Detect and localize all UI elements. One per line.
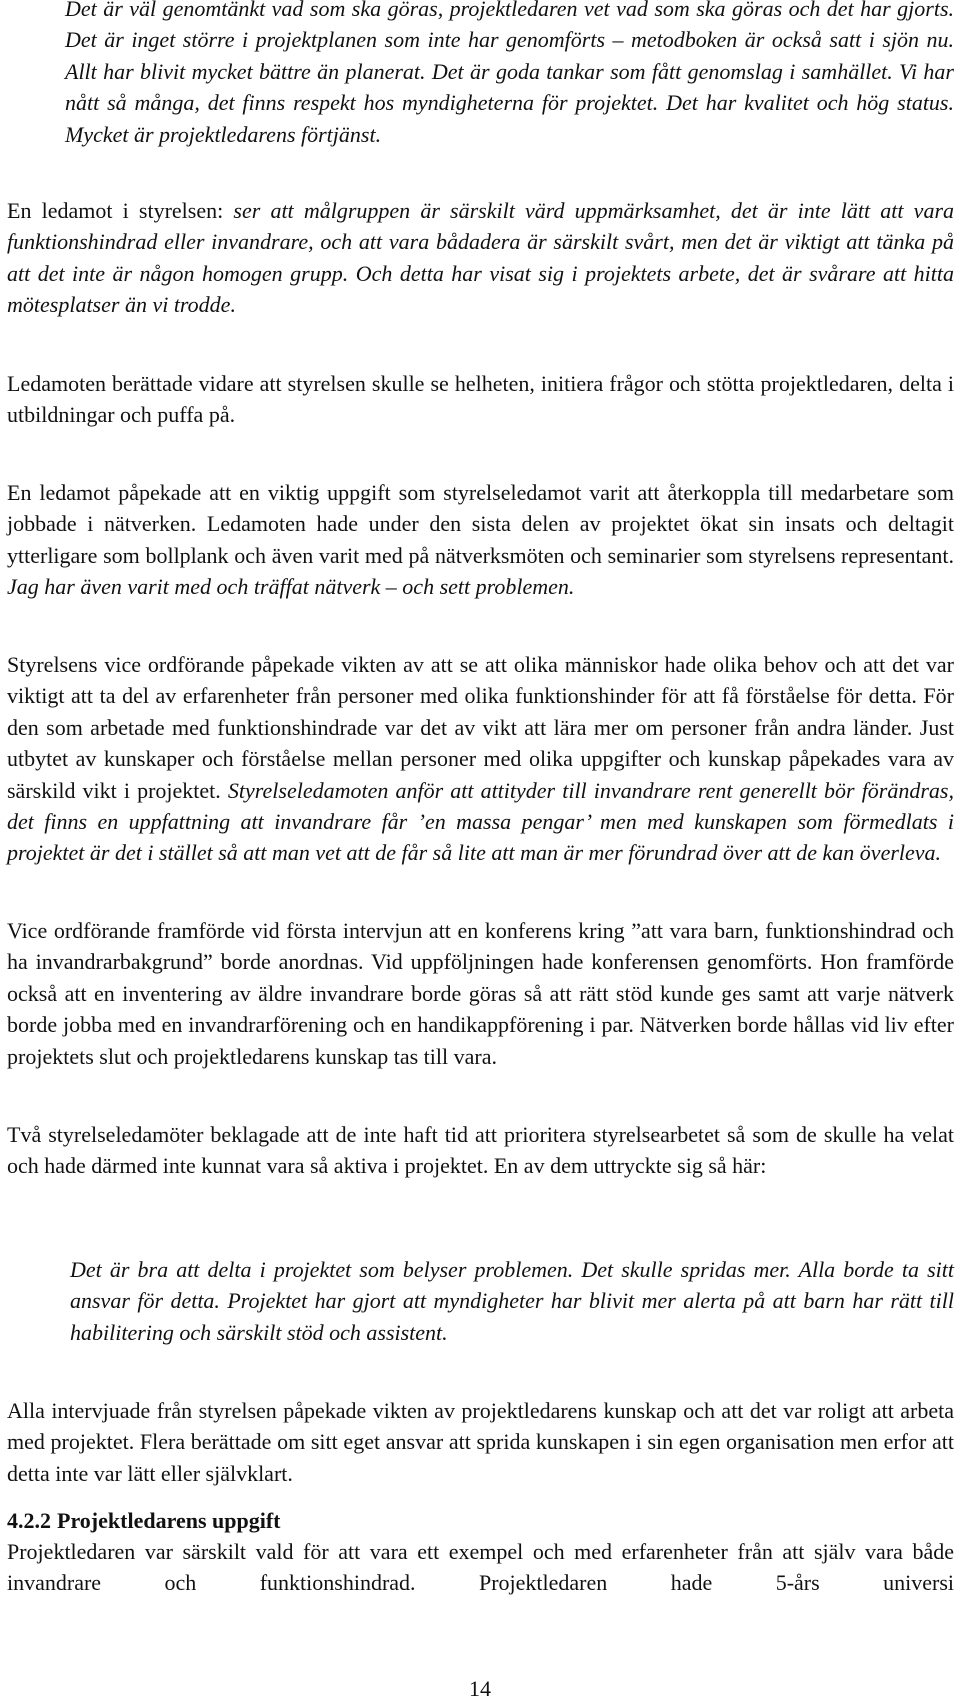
paragraph-intro: En ledamot i styrelsen: [7,198,234,223]
page-number: 14 [469,1676,491,1701]
paragraph-board-role: Ledamoten berättade vidare att styrelsen skulle se helheten, initiera frågor och stötta projektledaren, delta i utbildningar och puffa på. [7,371,954,428]
paragraph-networks [7,477,954,603]
paragraph-summary: Alla intervjuade från styrelsen påpekade vikten av projektledarens kunskap och att det var roligt att arbeta med projektet. Flera berättade om sitt eget ansvar att sprida kunskapen i sin egen organisation men erfor att detta inte var lätt eller självklart. [7,1398,954,1486]
section-heading [7,1505,954,1536]
section-number: 4.2.2 [7,1508,51,1533]
paragraph-text: Styrelsens vice ordförande påpekade vikten av att se att olika människor hade olika behov och att det var viktigt att ta del av erfarenheter från personer med olika funktionshinder för att få förståelse för detta. För den som arbetade med funktionshindrade var det av vikt att lära mer om personer från andra länder. Just utbytet av kunskaper och förståelse mellan personer med olika uppgifter och kunskap påpekades vara av särskild vikt i projektet. [7,652,954,803]
quote-paragraph-top: Det är väl genomtänkt vad som ska göras, projektledaren vet vad som ska göras och det har gjorts. Det är inget större i projektplanen som inte har genomförts – metodboken är också satt i sjön nu. Allt har blivit mycket bättre än planerat. Det är goda tankar som fått genomslag i samhället. Vi har nått så många, det finns respekt hos myndigheterna för projektet. Det har kvalitet och hög status. Mycket är projektledarens förtjänst. [65,0,954,147]
paragraph-board-member [7,195,954,321]
paragraph-vice-chair [7,649,954,869]
paragraph-quote: ser att målgruppen är särskilt värd uppmärksamhet, det är inte lätt att vara funktionshindrad eller invandrare, och att vara bådadera är särskilt svårt, men det är viktigt att tänka på att det inte är någon homogen grupp. Och detta har visat sig i projektets arbete, det är svårare att hitta mötesplatser än vi trodde. [7,198,954,318]
paragraph-text: En ledamot påpekade att en viktig uppgift som styrelseledamot varit att återkoppla till medarbetare som jobbade i nätverken. Ledamoten hade under den sista delen av projektet ökat sin insats och deltagit ytterligare som bollplank och även varit med på nätverksmöten och seminarier som styrelsens representant. [7,480,954,568]
quote-block: Det är bra att delta i projektet som belyser problemen. Det skulle spridas mer. Alla borde ta sitt ansvar för detta. Projektet har gjort att myndigheter har blivit mer alerta på att barn har rätt till habilitering och särskilt stöd och assistent. [70,1257,954,1345]
paragraph-project-leader: Projektledaren var särskilt vald för att vara ett exempel och med erfarenheter från att själv vara både invandrare och funktionshindrad. Projektledaren hade 5-års universi [7,1539,954,1596]
paragraph-quote: Styrelseledamoten anför att attityder till invandrare rent generellt bör förändras, det finns en uppfattning att invandrare får ’en massa pengar’ men med kunskapen som förmedlats i projektet är det i stället så att man vet att de får så lite att man är mer förundrad över att de kan överleva. [7,777,954,866]
paragraph-conference: Vice ordförande framförde vid första intervjun att en konferens kring ”att vara barn, funktionshindrad och ha invandrarbakgrund” borde anordnas. Vid uppföljningen hade konferensen genomförts. Hon framförde också att en inventering av äldre invandrare borde göras så att rätt stöd kunde ges samt att varje nätverk borde jobba med en invandrarförening och en handikappförening i par. Nätverken borde hållas vid liv efter projektets slut och projektledarens kunskap tas till vara. [7,918,954,1069]
paragraph-two-members: Två styrelseledamöter beklagade att de inte haft tid att prioritera styrelsearbetet så som de skulle ha velat och hade därmed inte kunnat vara så aktiva i projektet. En av dem uttryckte sig så här: [7,1122,954,1179]
section-title: Projektledarens uppgift [57,1508,281,1533]
paragraph-quote: Jag har även varit med och träffat nätverk – och sett problemen. [7,574,575,600]
